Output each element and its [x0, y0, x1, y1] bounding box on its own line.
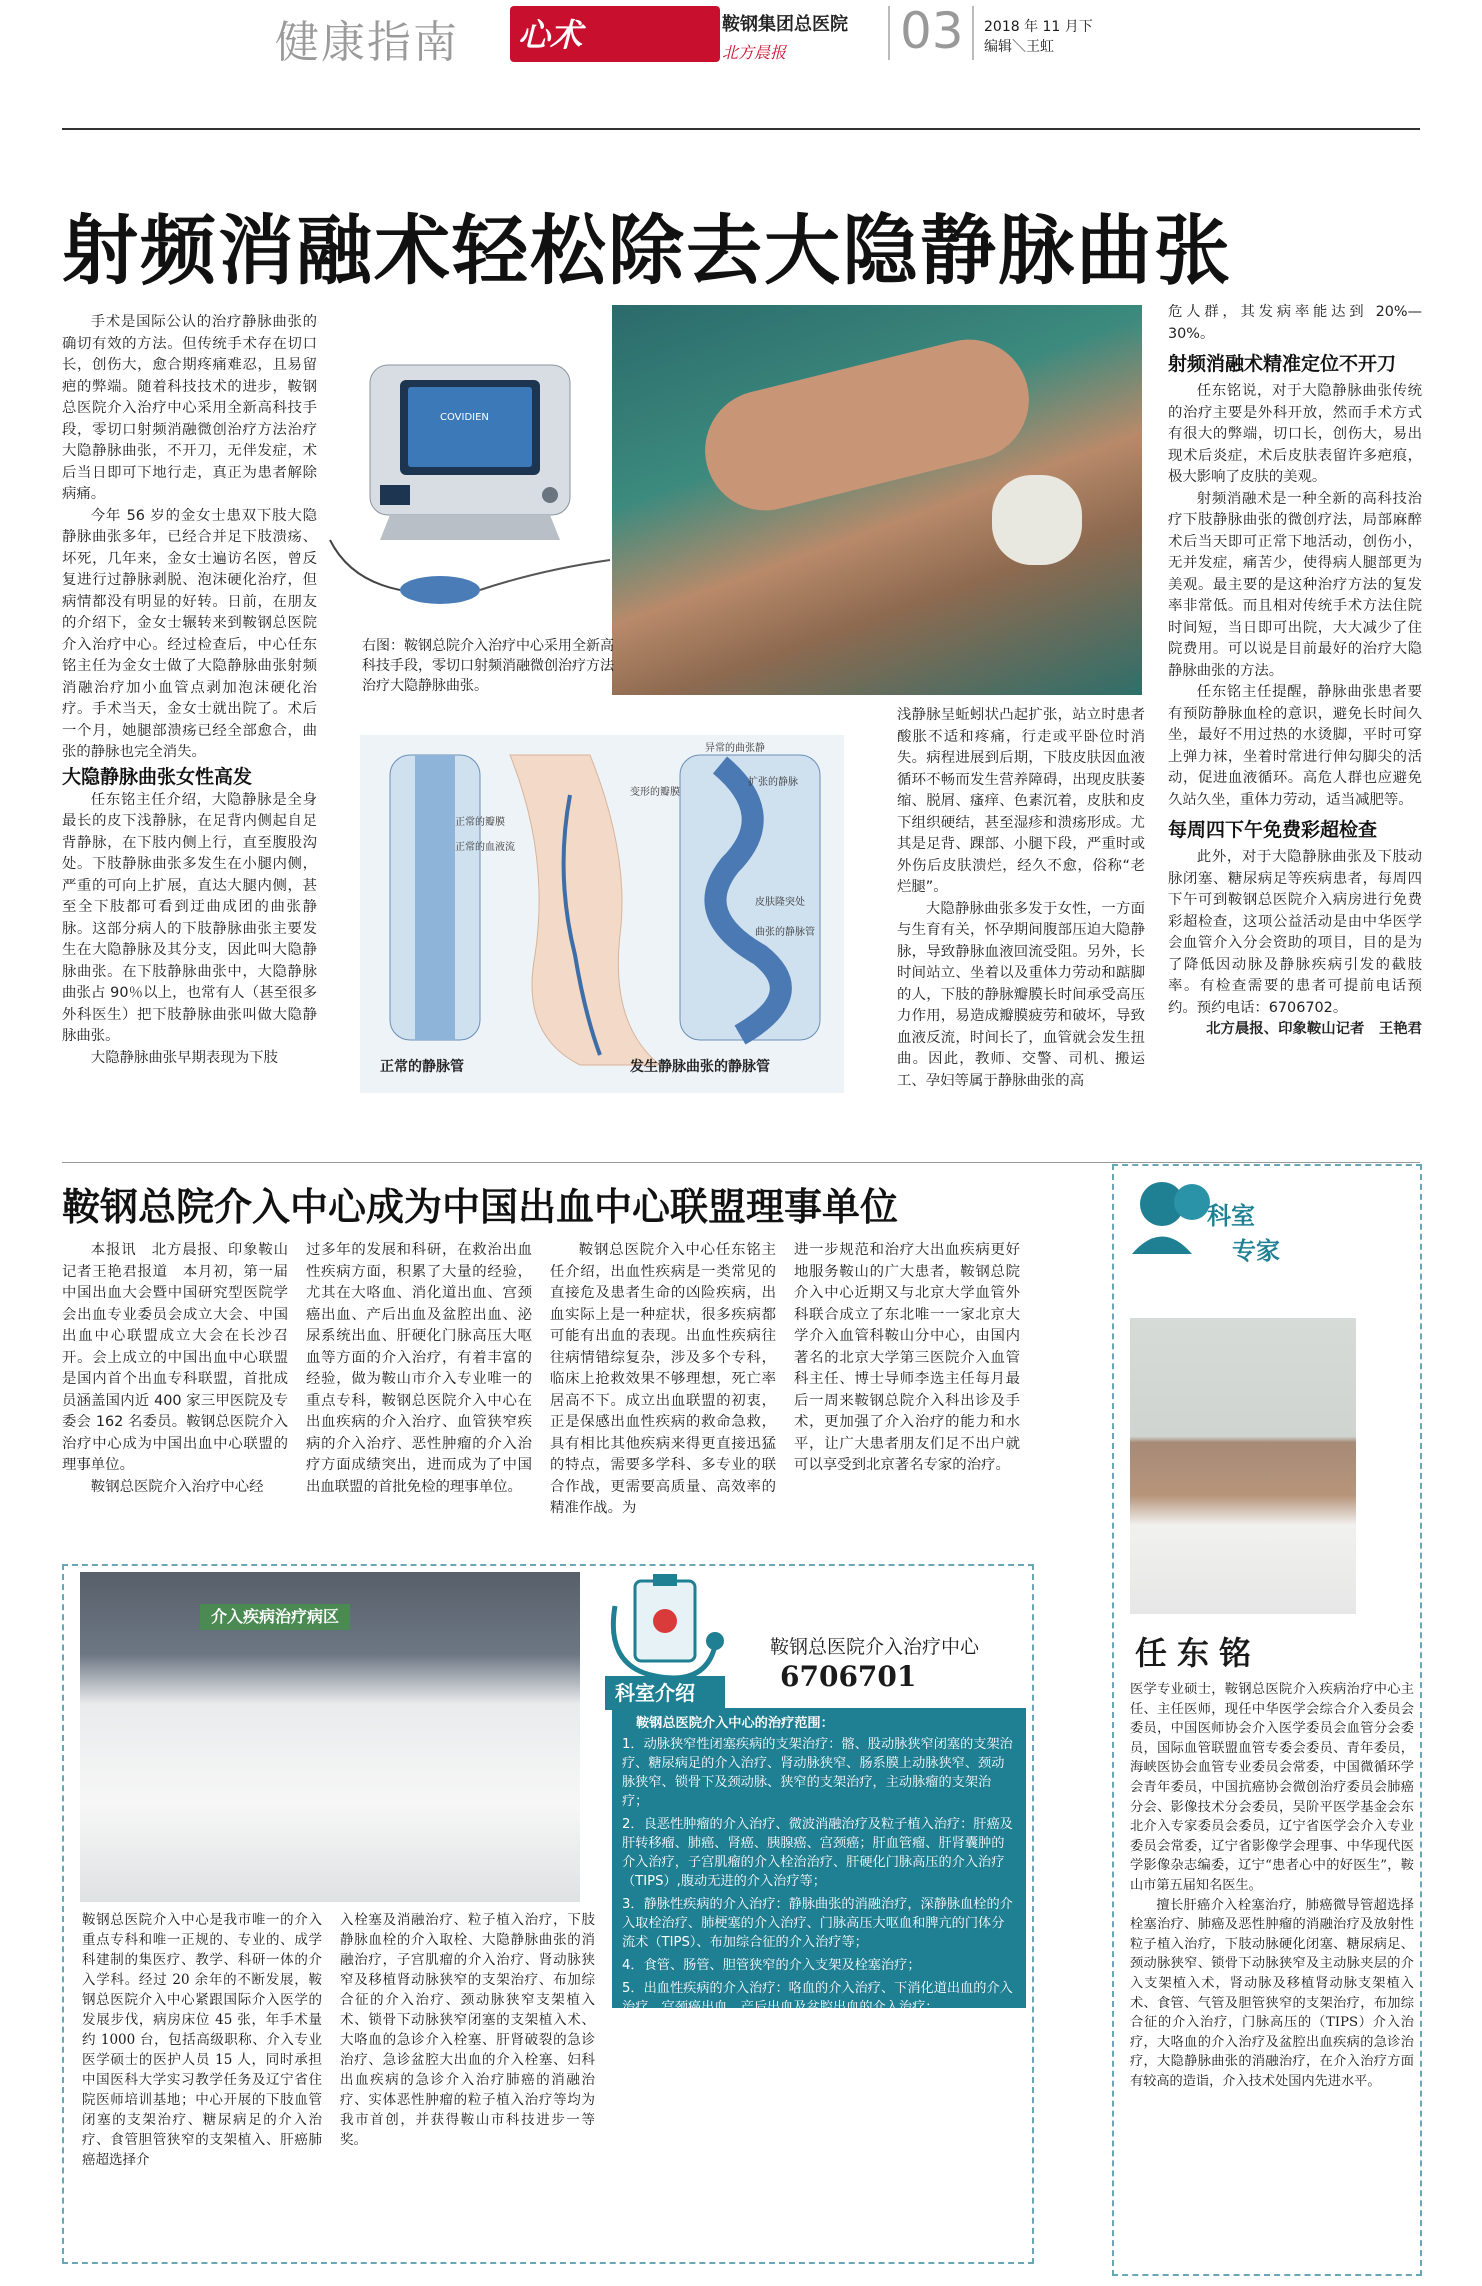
label-deformed-valve: 变形的瓣膜: [630, 787, 680, 798]
section-divider: [62, 1162, 1420, 1163]
expert-banner: [1112, 1164, 1332, 1274]
department-banner: [595, 1566, 745, 1716]
expert-bio: [1130, 1680, 1414, 2091]
paragraph: 危人群，其发病率能达到 20%—30%。: [1168, 304, 1422, 342]
service-item: 3．静脉性疾病的介入治疗：静脉曲张的消融治疗，深静脉血栓的介入取栓治疗、肺梗塞的介入治疗、门脉高压大呕血和脾亢的门体分流术（TIPS）、布加综合征的介入治疗等；: [622, 1897, 1013, 1950]
article-title: 鞍钢总院介入中心成为中国出血中心联盟理事单位: [62, 1185, 899, 1229]
paragraph: 本报讯 北方晨报、印象鞍山记者王艳君报道 本月初，第一届中国出血大会暨中国研究型医院学会出血专业委员会成立大会、中国出血中心联盟成立大会在长沙召开。会上成立的中国出血中心联盟是国内首个出血专科联盟，首批成员涵盖国内近 400 家三甲医院及专委会 162 名委员。鞍钢总医院介入治疗中心成为中国出血中心联盟的理事单位。: [62, 1242, 288, 1473]
label-normal-valve: 正常的瓣膜: [455, 817, 505, 828]
services-box: [612, 1708, 1026, 2141]
subheading: 大隐静脉曲张女性高发: [62, 765, 253, 788]
subheading: 每周四下午免费彩超检查: [1168, 819, 1378, 841]
photo-sign: 介入疾病治疗病区: [200, 1604, 350, 1630]
service-item: 6．各类恶性肿瘤的微波消融治疗和粒子植入治疗等: [622, 2023, 921, 2038]
paper-name: 北方晨报: [722, 43, 787, 62]
paragraph: 手术是国际公认的治疗静脉曲张的确切有效的方法。但传统手术存在切口长，创伤大，愈合期疼痛难忍，且易留疤的弊端。随着科技技术的进步，鞍钢总医院介入治疗中心采用全新高科技手段，零切口射频消融微创治疗方法治疗大隐静脉曲张，不开刀，无伴发症，术后当日即可下地行走，真正为患者解除病痛。: [62, 314, 317, 502]
paragraph: 鞍钢总医院介入治疗中心经: [90, 1478, 264, 1495]
logo: [510, 6, 720, 62]
dept-banner-text: 科室介绍: [615, 1681, 695, 1705]
header-rule: [62, 128, 1420, 130]
section-name: 健康指南: [275, 17, 459, 68]
label-skin-bulge: 皮肤隆突处: [755, 897, 805, 908]
services-title: 鞍钢总医院介入中心的治疗范围：: [636, 1716, 834, 1731]
department-phone: 6706701: [780, 1660, 917, 1693]
paragraph: 浅静脉呈蚯蚓状凸起扩张，站立时患者酸胀不适和疼痛，行走或平卧位时消失。病程进展到后期，下肢皮肤因血液循环不畅而发生营养障碍，出现皮肤萎缩、脱屑、瘙痒、色素沉着，皮肤和皮下组织硬结，甚至湿疹和溃疡形成。尤其是足背、踝部、小腿下段，严重时或外伤后皮肤溃烂，经久不愈，俗称“老烂腿”。: [897, 707, 1145, 895]
header-divider: [972, 6, 974, 60]
paragraph: 任东铭主任介绍，大隐静脉是全身最长的皮下浅静脉，在足背内侧起自足背静脉，在下肢内侧上行，直至腹股沟处。下肢静脉曲张多发生在小腿内侧，严重的可向上扩展，直达大腿内侧，甚至全下肢都可看到迂曲成团的曲张静脉。这部分病人的下肢静脉曲张主要发生在大隐静脉及其分支，因此叫大隐静脉曲张。在下肢静脉曲张中，大隐静脉曲张占 90％以上，也常有人（甚至很多外科医生）把下肢静脉曲张叫做大隐静脉曲张。: [62, 791, 317, 1044]
service-item: 7．各类恶性肿瘤的导管留置粒间化疗；: [622, 2046, 855, 2061]
paragraph: 擅长肝癌介入栓塞治疗，肺癌微导管超选择栓塞治疗、肺癌及恶性肿瘤的消融治疗及放射性粒子植入治疗，下肢动脉硬化闭塞、糖尿病足、颈动脉狭窄、锁骨下动脉狭窄及主动脉夹层的介入支架植入术，肾动脉及移植肾动脉支架植入术、食管、气管及胆管狭窄的支架治疗，布加综合征的介入治疗，门脉高压的（TIPS）介入治疗，大咯血的介入治疗及盆腔出血疾病的急诊治疗，大隐静脉曲张的消融治疗，在介入治疗方面有较高的造诣，介入技术处国内先进水平。: [1130, 1897, 1414, 2089]
paragraph: 任东铭说，对于大隐静脉曲张传统的治疗主要是外科开放，然而手术方式有很大的弊端，切口长，创伤大，易出现术后炎症，术后皮肤表留许多疤痕，极大影响了皮肤的美观。: [1168, 383, 1422, 485]
hospital-name: 鞍钢集团总医院: [722, 14, 848, 35]
header-divider: [888, 6, 890, 60]
catheter-image: [320, 530, 620, 620]
department-name: 鞍钢总医院介入治疗中心: [770, 1636, 980, 1658]
article-title: 射频消融术轻松除去大隐静脉曲张: [62, 206, 1232, 295]
article2-col1: [62, 1240, 288, 1498]
label-dilated-vein: 扩张的静脉: [748, 777, 798, 788]
service-item: 4．食管、肠管、胆管狭窄的介入支架及栓塞治疗；: [622, 1958, 921, 1973]
paragraph: 射频消融术是一种全新的高科技治疗下肢静脉曲张的微创疗法，局部麻醉术后当天即可正常下地活动，创伤小，无并发症，痛苦少，使得病人腿部更为美观。最主要的是这种治疗方法的复发率非常低。而且相对传统手术方法住院时间短，当日即可出院，大大减少了住院费用。可以说是目前最好的治疗大隐静脉曲张的方法。: [1168, 490, 1422, 679]
service-item: 1．动脉狭窄性闭塞疾病的支架治疗：髂、股动脉狭窄闭塞的支架治疗、糖尿病足的介入治疗、肾动脉狭窄、肠系膜上动脉狭窄、颈动脉狭窄、锁骨下及颈动脉、狭窄的支架治疗，主动脉瘤的支架治疗；: [622, 1737, 1013, 1809]
label-abnormal-vein: 异常的曲张静: [705, 743, 765, 754]
paragraph: 大隐静脉曲张早期表现为下肢: [90, 1049, 278, 1066]
article1-col1: [62, 312, 317, 1069]
service-item: 5．出血性疾病的介入治疗：咯血的介入治疗、下消化道出血的介入治疗、宫颈癌出血、产后出血及盆腔出血的介入治疗；: [622, 1981, 1013, 2015]
page-header: [62, 62, 1462, 124]
label-normal-vein: 正常的静脉管: [380, 1059, 464, 1075]
article2-col2: [306, 1240, 532, 1498]
label-normal-flow: 正常的血液流: [455, 842, 515, 853]
service-item: 随着介入医学的普及及发展，介入治疗已经成为与内、外科并列的现代医学不可替代的三大重要组成部分，鞍钢总医院介入疾病治疗中心以一流的技术、优质的服务、高尚的医德、舒适的环境，服务于广大的钢城人民。: [622, 2069, 1005, 2141]
device-brand: COVIDIEN: [440, 412, 489, 423]
paragraph: 今年 56 岁的金女士患双下肢大隐静脉曲张多年，已经合并足下肢溃疡、坏死，几年来，金女士遍访名医，曾反复进行过静脉剥脱、泡沫硬化治疗，但病情都没有明显的好转。日前，在朋友的介绍下，金女士辗转来到鞍钢总医院介入治疗中心。经过检查后，中心任东铭主任为金女士做了大隐静脉曲张射频消融治疗加小血管点剥加泡沫硬化治疗。手术当天，金女士就出院了。术后一个月，她腿部溃疡已经全部愈合，曲张的静脉也完全消失。: [62, 507, 317, 760]
subheading: 射频消融术精准定位不开刀: [1168, 353, 1397, 375]
expert-banner-top: 科室: [1207, 1202, 1255, 1230]
expert-portrait: [1130, 1318, 1356, 1614]
article2-col4: [794, 1240, 1020, 1477]
photo-leg: [692, 327, 1041, 523]
department-intro-col1: 鞍钢总医院介入中心是我市唯一的介入重点专科和唯一正规的、专业的、成学科建制的集医疗、教学、科研一体的介入学科。经过 20 余年的不断发展，鞍钢总医院介入中心紧跟国际介入医学的发展步伐，病房床位 45 张，年手术量约 1000 台，包括高级职称、介入专业医学硕士的医护人员 15 人，同时承担中国医科大学实习教学任务及辽宁省住院医师培训基地；中心开展的下肢血管闭塞的支架治疗、糖尿病足的介入治疗、食管胆管狭窄的支架植入、肝癌肺癌超选择介: [82, 1912, 322, 2168]
editor: 编辑＼王虹: [984, 39, 1054, 55]
paragraph: 过多年的发展和科研，在救治出血性疾病方面，积累了大量的经验，尤其在大咯血、消化道出血、宫颈癌出血、产后出血及盆腔出血、泌尿系统出血、肝硬化门脉高压大呕血等方面的介入治疗，有着丰富的经验，做为鞍山市介入专业唯一的重点专科，鞍钢总医院介入中心在出血疾病的介入治疗、血管狭窄疾病的介入治疗、恶性肿瘤的介入治疗方面成绩突出，进而成为了中国出血联盟的首批免检的理事单位。: [306, 1242, 532, 1495]
paragraph: 大隐静脉曲张多发于女性，一方面与生育有关，怀孕期间腹部压迫大隐静脉，导致静脉血液回流受阻。另外，长时间站立、坐着以及重体力劳动和踮脚的人，下肢的静脉瓣膜长时间承受高压力作用，易造成瓣膜疲劳和破坏，导致血液反流，时间长了，血管就会发生扭曲。因此，教师、交警、司机、搬运工、孕妇等属于静脉曲张的高: [897, 900, 1145, 1089]
page-number: 03: [900, 2, 964, 60]
paragraph: 医学专业硕士，鞍钢总医院介入疾病治疗中心主任、主任医师，现任中华医学会综合介入委员会委员，中国医师协会介入医学委员会血管分会委员，国际血管联盟血管专委会委员、青年委员，海峡医协会血管专业委员会常委，中国微循环学会青年委员，中国抗癌协会微创治疗委员会肺癌分会、影像技术分会委员，吴阶平医学基金会东北介入专家委员会委员，辽宁省医学会介入专业委员会常委，辽宁省影像学会理事、中华现代医学影像杂志编委，辽宁“患者心中的好医生”，鞍山市第五届知名医生。: [1130, 1682, 1414, 1893]
issue-date: 2018 年 11 月下: [984, 19, 1093, 35]
photo-caption: 右图：鞍钢总院介入治疗中心采用全新高科技手段，零切口射频消融微创治疗方法治疗大隐静脉曲张。: [362, 638, 614, 694]
article1-col3: [1168, 302, 1422, 1041]
label-varicose-vein: 发生静脉曲张的静脉管: [630, 1059, 770, 1075]
byline: 北方晨报、印象鞍山记者 王艳君: [1206, 1021, 1422, 1037]
department-intro-col2: 入栓塞及消融治疗、粒子植入治疗，下肢静脉血栓的介入取栓、大隐静脉曲张的消融治疗，子宫肌瘤的介入治疗、肾动脉狭窄及移植肾动脉狭窄的支架治疗、布加综合征的介入治疗、颈动脉狭窄支架植入术、锁骨下动脉狭窄闭塞的支架植入术、大咯血的急诊介入栓塞、肝肾破裂的急诊治疗、急诊盆腔大出血的介入栓塞、妇科出血疾病的急诊介入治疗肺癌的消融治疗、实体恶性肿瘤的粒子植入治疗等均为我市首创，并获得鞍山市科技进步一等奖。: [340, 1912, 595, 2148]
logo-text: 心术: [518, 16, 583, 54]
surgery-photo: [612, 305, 1142, 695]
paragraph: 任东铭主任提醒，静脉曲张患者要有预防静脉血栓的意识，避免长时间久坐，最好不用过热的水烫脚，平时可穿上弹力袜，坐着时常进行伸勾脚尖的活动，促进血液循环。高危人群也应避免久站久坐，重体力劳动，适当减肥等。: [1168, 684, 1422, 808]
expert-name: 任东铭: [1135, 1634, 1262, 1672]
service-item: 2．良恶性肿瘤的介入治疗、微波消融治疗及粒子植入治疗：肝癌及肝转移瘤、肺癌、肾癌、胰腺癌、宫颈癌；肝血管瘤、肝肾囊肿的介入治疗，子宫肌瘤的介入栓治治疗、肝硬化门脉高压的介入治疗（TIPS）,腹动无进的介入治疗等；: [622, 1817, 1013, 1889]
article1-col2: [897, 705, 1145, 1092]
paragraph: 鞍钢总医院介入中心任东铭主任介绍，出血性疾病是一类常见的直接危及患者生命的凶险疾病，出血实际上是一种症状，很多疾病都可能有出血的表现。出血性疾病往往病情错综复杂，涉及多个专科，临床上抢救效果不够理想，死亡率居高不下。成立出血联盟的初衷，正是保感出血性疾病的救命急救，具有相比其他疾病来得更直接迅猛的特点，需要多学科、多专业的联合作战，更需要高质量、高效率的精准作战。为: [550, 1242, 776, 1516]
photo-glove: [992, 475, 1082, 565]
expert-banner-bottom: 专家: [1232, 1237, 1280, 1265]
vein-diagram: [360, 735, 844, 1093]
label-twisted-vein: 曲张的静脉管: [755, 927, 815, 938]
paragraph: 进一步规范和治疗大出血疾病更好地服务鞍山的广大患者，鞍钢总院介入中心近期又与北京大学血管外科联合成立了东北唯一一家北京大学介入血管科鞍山分中心，由国内著名的北京大学第三医院介入血管科主任、博士导师李选主任每月最后一周来鞍钢总院介入科出诊及手术，更加强了介入治疗的能力和水平，让广大患者朋友们足不出户就可以享受到北京著名专家的治疗。: [794, 1242, 1020, 1473]
paragraph: 此外，对于大隐静脉曲张及下肢动脉闭塞、糖尿病足等疾病患者，每周四下午可到鞍钢总医院介入病房进行免费彩超检查，这项公益活动是由中华医学会血管介入分会资助的项目，目的是为了降低因动脉及静脉疾病引发的截肢率。有检查需要的患者可提前电话预约。预约电话：6706702。: [1168, 849, 1422, 1016]
article2-col3: [550, 1240, 776, 1520]
